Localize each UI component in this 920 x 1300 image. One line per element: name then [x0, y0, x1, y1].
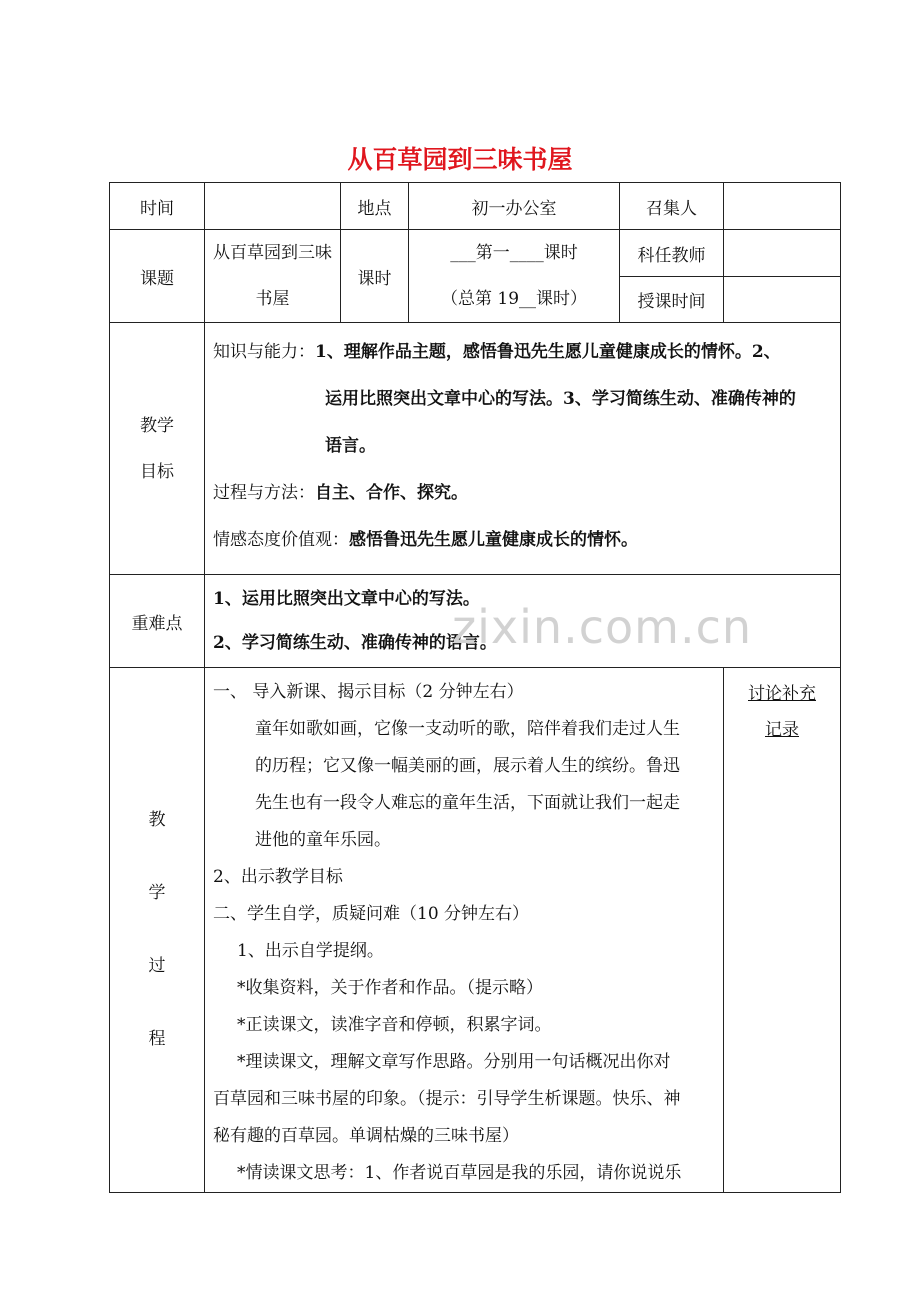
process-line: *情读课文思考：1、作者说百草园是我的乐园，请你说说乐 [237, 1163, 682, 1183]
time-value [205, 183, 341, 230]
knowledge-prefix: 知识与能力： [213, 342, 315, 362]
key-point-1: 1、运用比照突出文章中心的写法。 [213, 589, 480, 609]
period-line-1: ___第一____课时 [450, 243, 578, 263]
place-value: 初一办公室 [409, 183, 620, 230]
key-points-label: 重难点 [110, 575, 205, 668]
period-line-2: （总第 19__课时） [440, 289, 588, 309]
emotion-text: 感悟鲁迅先生愿儿童健康成长的情怀。 [349, 530, 638, 550]
period-label: 课时 [341, 230, 409, 323]
process-line: *正读课文，读准字音和停顿，积累字词。 [237, 1015, 552, 1035]
process-label [110, 668, 205, 1193]
page-title: 从百草园到三味书屋 [347, 145, 573, 174]
process-row [110, 668, 841, 1193]
goals-row [110, 323, 841, 575]
side-note-line-2: 记录 [765, 720, 799, 740]
process-label-char: 程 [148, 1029, 166, 1049]
process-label-char: 过 [148, 956, 166, 976]
process-line: *收集资料，关于作者和作品。（提示略） [237, 978, 543, 998]
period-cell [409, 230, 620, 323]
goals-label [110, 323, 205, 575]
emotion-prefix: 情感态度价值观： [213, 530, 349, 550]
topic-value: 从百草园到三味书屋 [205, 230, 341, 323]
process-line: 童年如歌如画，它像一支动听的歌，陪伴着我们走过人生 [255, 719, 680, 739]
process-line: 秘有趣的百草园。单调枯燥的三味书屋） [213, 1126, 519, 1146]
process-line: *理读课文，理解文章写作思路。分别用一句话概况出你对 [237, 1052, 671, 1072]
process-label-chars [110, 784, 204, 1076]
watermark: zixin.com.cn [452, 600, 753, 654]
goals-content [205, 323, 841, 575]
goals-label-line-2: 目标 [140, 461, 174, 482]
topic-label: 课题 [110, 230, 205, 323]
process-content [205, 668, 724, 1193]
header-row [110, 183, 841, 230]
process-goal [213, 470, 832, 517]
time-label: 时间 [110, 183, 205, 230]
topic-row [110, 230, 841, 277]
knowledge-text-1: 1、理解作品主题，感悟鲁迅先生愿儿童健康成长的情怀。2、 [315, 342, 781, 362]
convener-label: 召集人 [620, 183, 724, 230]
process-line: 进他的童年乐园。 [255, 830, 391, 850]
knowledge-text-3: 语言。 [325, 436, 376, 456]
process-line: 的历程；它又像一幅美丽的画，展示着人生的缤纷。鲁迅 [255, 756, 680, 776]
place-label: 地点 [341, 183, 409, 230]
knowledge-text-2: 运用比照突出文章中心的写法。3、学习简练生动、准确传神的 [325, 389, 796, 409]
process-label-char: 教 [148, 810, 166, 830]
side-note-line-1: 讨论补充 [748, 684, 816, 704]
process-label-char: 学 [148, 883, 166, 903]
convener-value [724, 183, 841, 230]
process-line: 百草园和三味书屋的印象。（提示：引导学生析课题。快乐、神 [213, 1089, 681, 1109]
side-note [724, 668, 841, 1193]
process-line: 1、出示自学提纲。 [237, 941, 384, 961]
teach-time-label: 授课时间 [620, 277, 724, 323]
process-line: 先生也有一段令人难忘的童年生活，下面就让我们一起走 [255, 793, 680, 813]
process-line: 二、学生自学，质疑问难（10 分钟左右） [213, 904, 530, 924]
emotion-goal [213, 517, 832, 564]
goals-label-line-1: 教学 [140, 415, 174, 436]
teach-time-value [724, 277, 841, 323]
teacher-label: 科任教师 [620, 230, 724, 277]
process-line: 2、出示教学目标 [213, 867, 343, 887]
knowledge-goal [213, 329, 832, 376]
process-text: 自主、合作、探究。 [315, 483, 468, 503]
process-lines [213, 674, 715, 1192]
process-line: 一、 导入新课、揭示目标（2 分钟左右） [213, 682, 524, 702]
process-prefix: 过程与方法： [213, 483, 315, 503]
teacher-value [724, 230, 841, 277]
lesson-plan-table [109, 182, 841, 1193]
key-point-2: 2、学习简练生动、准确传神的语言。 [213, 633, 497, 653]
